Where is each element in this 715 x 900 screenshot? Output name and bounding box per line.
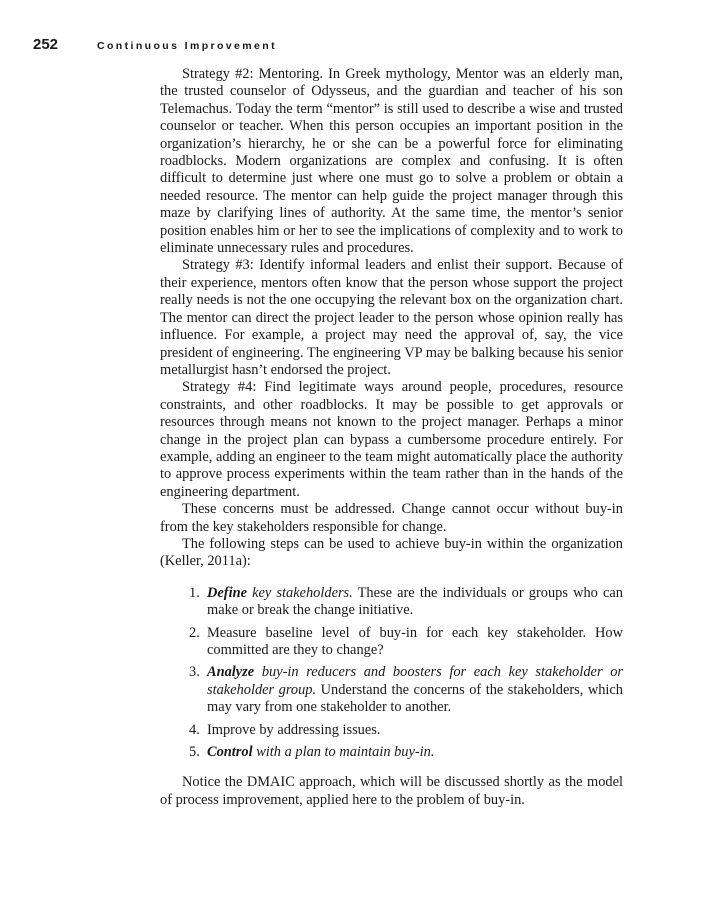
step-text: Measure baseline level of buy-in for each key stakeholder. How committed are they to change? bbox=[207, 624, 623, 658]
step-text: Improve by addressing issues. bbox=[207, 721, 381, 738]
step-number: 1. bbox=[189, 584, 200, 601]
step-keyword: Define bbox=[207, 584, 247, 601]
step-text: Understand the concerns of the stakeholders, which may vary from one stakeholder to another. bbox=[207, 681, 624, 716]
step-italic-text: buy-in reducers and boosters for each key stakeholder or stakeholder group. bbox=[207, 664, 623, 698]
list-item bbox=[160, 585, 623, 620]
paragraph-buy-in-intro: The following steps can be used to achieve buy-in within the organization (Keller, 2011a): bbox=[160, 535, 623, 570]
body-text bbox=[160, 66, 623, 809]
paragraph-strategy-3: Strategy #3: Identify informal leaders and enlist their support. Because of their experience, mentors often know that the person whose support the project really needs is not the one occupying the relevant box on the organization chart. The mentor can direct the project leader to the person whose opinion really has influence. For example, a project may need the approval of, say, the vice president of engineering. The engineering VP may be balking because his senior metallurgist hasn’t endorsed the project. bbox=[160, 257, 623, 378]
step-keyword: Analyze bbox=[207, 664, 255, 681]
step-number: 5. bbox=[189, 744, 200, 761]
paragraph-concerns: These concerns must be addressed. Change cannot occur without buy-in from the key stakeholders responsible for change. bbox=[160, 501, 623, 535]
step-number: 2. bbox=[189, 624, 200, 641]
list-item bbox=[160, 664, 623, 716]
list-item bbox=[160, 625, 623, 660]
step-keyword: Control bbox=[207, 744, 253, 761]
page-number: 252 bbox=[33, 36, 59, 53]
step-italic-text: with a plan to maintain buy-in. bbox=[252, 744, 435, 761]
step-number: 3. bbox=[189, 664, 200, 681]
step-number: 4. bbox=[189, 721, 200, 738]
paragraph-strategy-2: Strategy #2: Mentoring. In Greek mythology, Mentor was an elderly man, the trusted counselor of Odysseus, and the guardian and teacher of his son Telemachus. Today the term “mentor” is still used to describe a wise and trusted counselor or teacher. When this person occupies an important position in the organization’s hierarchy, he or she can be a powerful force for eliminating roadblocks. Modern organizations are complex and confusing. It is often difficult to determine just where one must go to solve a problem or obtain a needed resource. The mentor can help guide the project manager through this maze by clarifying lines of authority. At the same time, the mentor’s senior position enables him or her to see the implications of complexity and to work to eliminate unnecessary rules and procedures. bbox=[160, 66, 623, 257]
running-title: Continuous Improvement bbox=[97, 40, 277, 52]
buy-in-steps-list bbox=[160, 585, 623, 762]
list-item bbox=[160, 722, 623, 739]
page-header bbox=[33, 36, 277, 53]
paragraph-strategy-4: Strategy #4: Find legitimate ways around people, procedures, resource constraints, and other roadblocks. It may be possible to get approvals or resources through means not known to the project manager. Perhaps a minor change in the project plan can bypass a cumbersome procedure entirely. For example, adding an engineer to the team might automatically place the authority to approve process experiments within the team rather than in the hands of the engineering department. bbox=[160, 379, 623, 500]
step-text: These are the individuals or groups who can make or break the change initiative. bbox=[207, 584, 623, 619]
paragraph-dmaic-note: Notice the DMAIC approach, which will be discussed shortly as the model of process improvement, applied here to the problem of buy-in. bbox=[160, 774, 623, 808]
step-italic-text: key stakeholders. bbox=[246, 584, 353, 601]
list-item bbox=[160, 744, 623, 761]
